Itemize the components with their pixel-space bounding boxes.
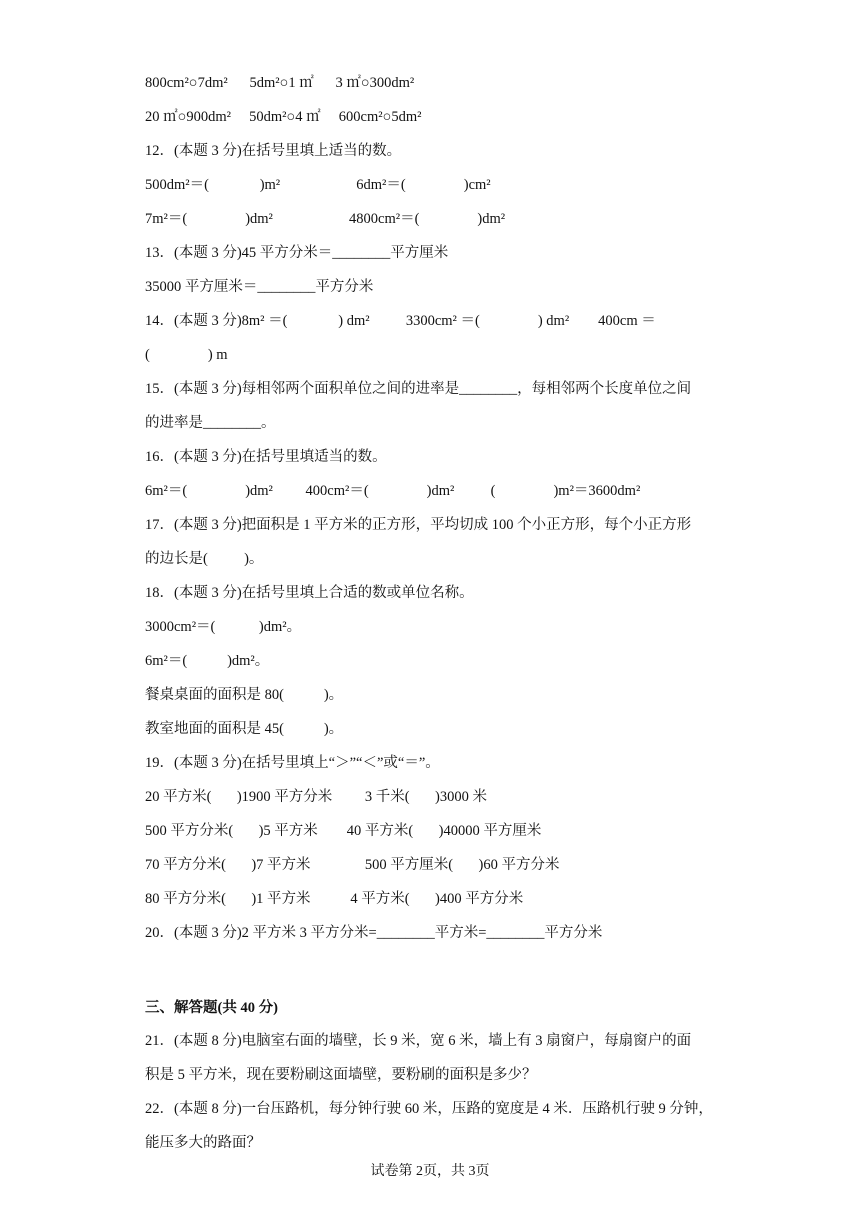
- question-21-line-1: 21．(本题 8 分)电脑室右面的墙壁，长 9 米，宽 6 米，墙上有 3 扇窗户，每扇窗户的面: [145, 1033, 692, 1049]
- question-22-line-2: 能压多大的路面？: [145, 1135, 261, 1151]
- page-footer: 试卷第 2页，共 3页: [370, 1164, 490, 1179]
- question-19-row-4: 80 平方分米( )1 平方米 4 平方米( )400 平方分米: [145, 891, 524, 907]
- question-21-line-2: 积是 5 平方米，现在要粉刷这面墙壁，要粉刷的面积是多少？: [145, 1067, 537, 1083]
- question-14-row: ( ) m: [145, 347, 228, 363]
- question-12-row-2: 7m²＝( )dm² 4800cm²＝( )dm²: [145, 211, 506, 227]
- question-16-title: 16．(本题 3 分)在括号里填适当的数。: [145, 449, 387, 465]
- question-19-row-3: 70 平方分米( )7 平方米 500 平方厘米( )60 平方分米: [145, 857, 560, 873]
- question-17-title: 17．(本题 3 分)把面积是 1 平方米的正方形，平均切成 100 个小正方形，每个小正方形: [145, 517, 692, 533]
- compare-row-2: 20 ㎡○900dm² 50dm²○4 ㎡ 600cm²○5dm²: [145, 109, 422, 125]
- question-12-row-1: 500dm²＝( )m² 6dm²＝( )cm²: [145, 177, 491, 193]
- question-13-row: 35000 平方厘米＝________平方分米: [145, 279, 374, 295]
- question-19-title: 19．(本题 3 分)在括号里填上“＞”“＜”或“＝”。: [145, 755, 440, 771]
- question-17-row: 的边长是( )。: [145, 551, 264, 567]
- question-22-line-1: 22．(本题 8 分)一台压路机，每分钟行驶 60 米，压路的宽度是 4 米．压路机行驶 9 分钟，: [145, 1101, 713, 1117]
- question-18-row-3: 餐桌桌面的面积是 80( )。: [145, 687, 344, 703]
- question-19-row-2: 500 平方分米( )5 平方米 40 平方米( )40000 平方厘米: [145, 823, 542, 839]
- question-14-title: 14．(本题 3 分)8m² ＝( ) dm² 3300cm² ＝( ) dm² 400cm ＝: [145, 313, 656, 329]
- question-18-title: 18．(本题 3 分)在括号里填上合适的数或单位名称。: [145, 585, 474, 601]
- question-19-row-1: 20 平方米( )1900 平方分米 3 千米( )3000 米: [145, 789, 487, 805]
- question-18-row-2: 6m²＝( )dm²。: [145, 653, 270, 669]
- question-12-title: 12．(本题 3 分)在括号里填上适当的数。: [145, 143, 402, 159]
- question-15-title: 15．(本题 3 分)每相邻两个面积单位之间的进率是________，每相邻两个长度单位之间: [145, 381, 692, 397]
- question-16-row: 6m²＝( )dm² 400cm²＝( )dm² ( )m²＝3600dm²: [145, 483, 641, 499]
- question-15-row: 的进率是________。: [145, 415, 276, 431]
- compare-row-1: 800cm²○7dm² 5dm²○1 ㎡ 3 ㎡○300dm²: [145, 75, 415, 91]
- question-13-title: 13．(本题 3 分)45 平方分米＝________平方厘米: [145, 245, 449, 261]
- question-18-row-4: 教室地面的面积是 45( )。: [145, 721, 344, 737]
- section-3-heading: 三、解答题(共 40 分): [145, 1000, 278, 1016]
- question-18-row-1: 3000cm²＝( )dm²。: [145, 619, 302, 635]
- question-20-title: 20．(本题 3 分)2 平方米 3 平方分米=________平方米=________平方分米: [145, 925, 603, 941]
